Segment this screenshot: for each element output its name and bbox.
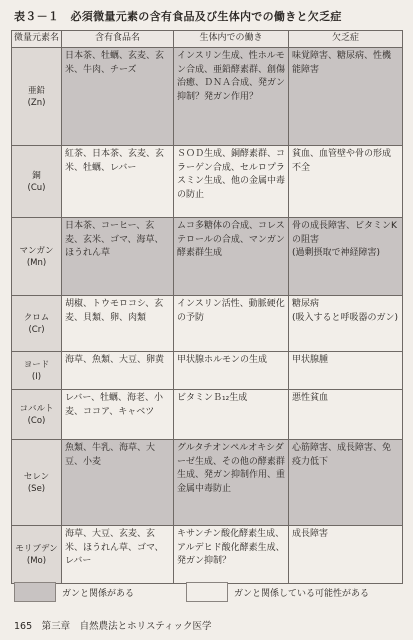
deficiency-cell: 成長障害 — [289, 526, 403, 584]
function-cell: グルタチオンペルオキシダーゼ生成、その他の酵素群生成、発ガン抑制作用、重金属中毒防止 — [174, 440, 289, 526]
page-footer: 165 第三章 自然農法とホリスティック医学 — [14, 621, 212, 632]
function-cell: キサンチン酸化酵素生成、アルデヒド酸化酵素生成、発ガン抑制？ — [174, 526, 289, 584]
deficiency-cell: 甲状腺腫 — [289, 352, 403, 390]
element-name-cell: モリブデン (Mo) — [12, 526, 62, 584]
header-deficiency: 欠乏症 — [289, 31, 403, 48]
legend-label-cancer-related: ガンと関係がある — [62, 589, 135, 599]
legend-label-possibly-related: ガンと関係している可能性がある — [234, 589, 370, 599]
foods-cell: 海草、大豆、玄麦、玄米、ほうれん草、ゴマ、レバー — [62, 526, 174, 584]
deficiency-cell: 悪性貧血 — [289, 390, 403, 440]
element-name-cell: コバルト (Co) — [12, 390, 62, 440]
function-cell: ムコ多糖体の合成、コレステロールの合成、マンガン酵素群生成 — [174, 218, 289, 296]
foods-cell: 紅茶、日本茶、玄麦、玄米、牡蠣、レバー — [62, 146, 174, 218]
header-foods: 含有食品名 — [62, 31, 174, 48]
table-row — [12, 146, 403, 218]
element-name-cell: ヨード (I) — [12, 352, 62, 390]
legend-swatch-possibly-related — [186, 582, 228, 602]
table-row — [12, 48, 403, 146]
legend-swatch-cancer-related — [14, 582, 56, 602]
header-function: 生体内での働き — [174, 31, 289, 48]
element-name-cell: 亜鉛 (Zn) — [12, 48, 62, 146]
table-row — [12, 390, 403, 440]
foods-cell: レバー、牡蠣、海老、小麦、ココア、キャベツ — [62, 390, 174, 440]
function-cell: インスリン活性、動脈硬化の予防 — [174, 296, 289, 352]
table-row — [12, 218, 403, 296]
header-element-name: 微量元素名 — [12, 31, 62, 48]
function-cell: ビタミンＢ₁₂生成 — [174, 390, 289, 440]
foods-cell: 日本茶、コーヒー、玄麦、玄米、ゴマ、海草、ほうれん草 — [62, 218, 174, 296]
foods-cell: 日本茶、牡蠣、玄麦、玄米、牛肉、チーズ — [62, 48, 174, 146]
table-title: 表３－１ 必須微量元素の含有食品及び生体内での働きと欠乏症 — [14, 10, 342, 23]
function-cell: 甲状腺ホルモンの生成 — [174, 352, 289, 390]
table-row — [12, 526, 403, 584]
deficiency-cell: 貧血、血管壁や骨の形成不全 — [289, 146, 403, 218]
trace-element-table — [11, 30, 403, 584]
foods-cell: 魚類、牛乳、海草、大豆、小麦 — [62, 440, 174, 526]
foods-cell: 胡椒、トウモロコシ、玄麦、貝類、卵、肉類 — [62, 296, 174, 352]
element-name-cell: 銅 (Cu) — [12, 146, 62, 218]
table-row — [12, 440, 403, 526]
header-row — [12, 31, 403, 48]
table-row — [12, 296, 403, 352]
element-name-cell: マンガン (Mn) — [12, 218, 62, 296]
function-cell: インスリン生成、性ホルモン合成、亜鉛酵素群、創傷治癒、ＤＮＡ合成、発ガン抑制？発ガン作用？ — [174, 48, 289, 146]
function-cell: ＳＯＤ生成、銅酵素群、コラーゲン合成、セルロプラスミン生成、他の金属中毒の防止 — [174, 146, 289, 218]
deficiency-cell: 心筋障害、成長障害、免疫力低下 — [289, 440, 403, 526]
element-name-cell: クロム (Cr) — [12, 296, 62, 352]
deficiency-cell: 骨の成長障害、ビタミンKの阻害 (過剰摂取で神経障害) — [289, 218, 403, 296]
table-row — [12, 352, 403, 390]
deficiency-cell: 糖尿病 (吸入すると呼吸器のガン) — [289, 296, 403, 352]
element-name-cell: セレン (Se) — [12, 440, 62, 526]
legend — [14, 580, 404, 604]
deficiency-cell: 味覚障害、糖尿病、性機能障害 — [289, 48, 403, 146]
foods-cell: 海草、魚類、大豆、卵黄 — [62, 352, 174, 390]
